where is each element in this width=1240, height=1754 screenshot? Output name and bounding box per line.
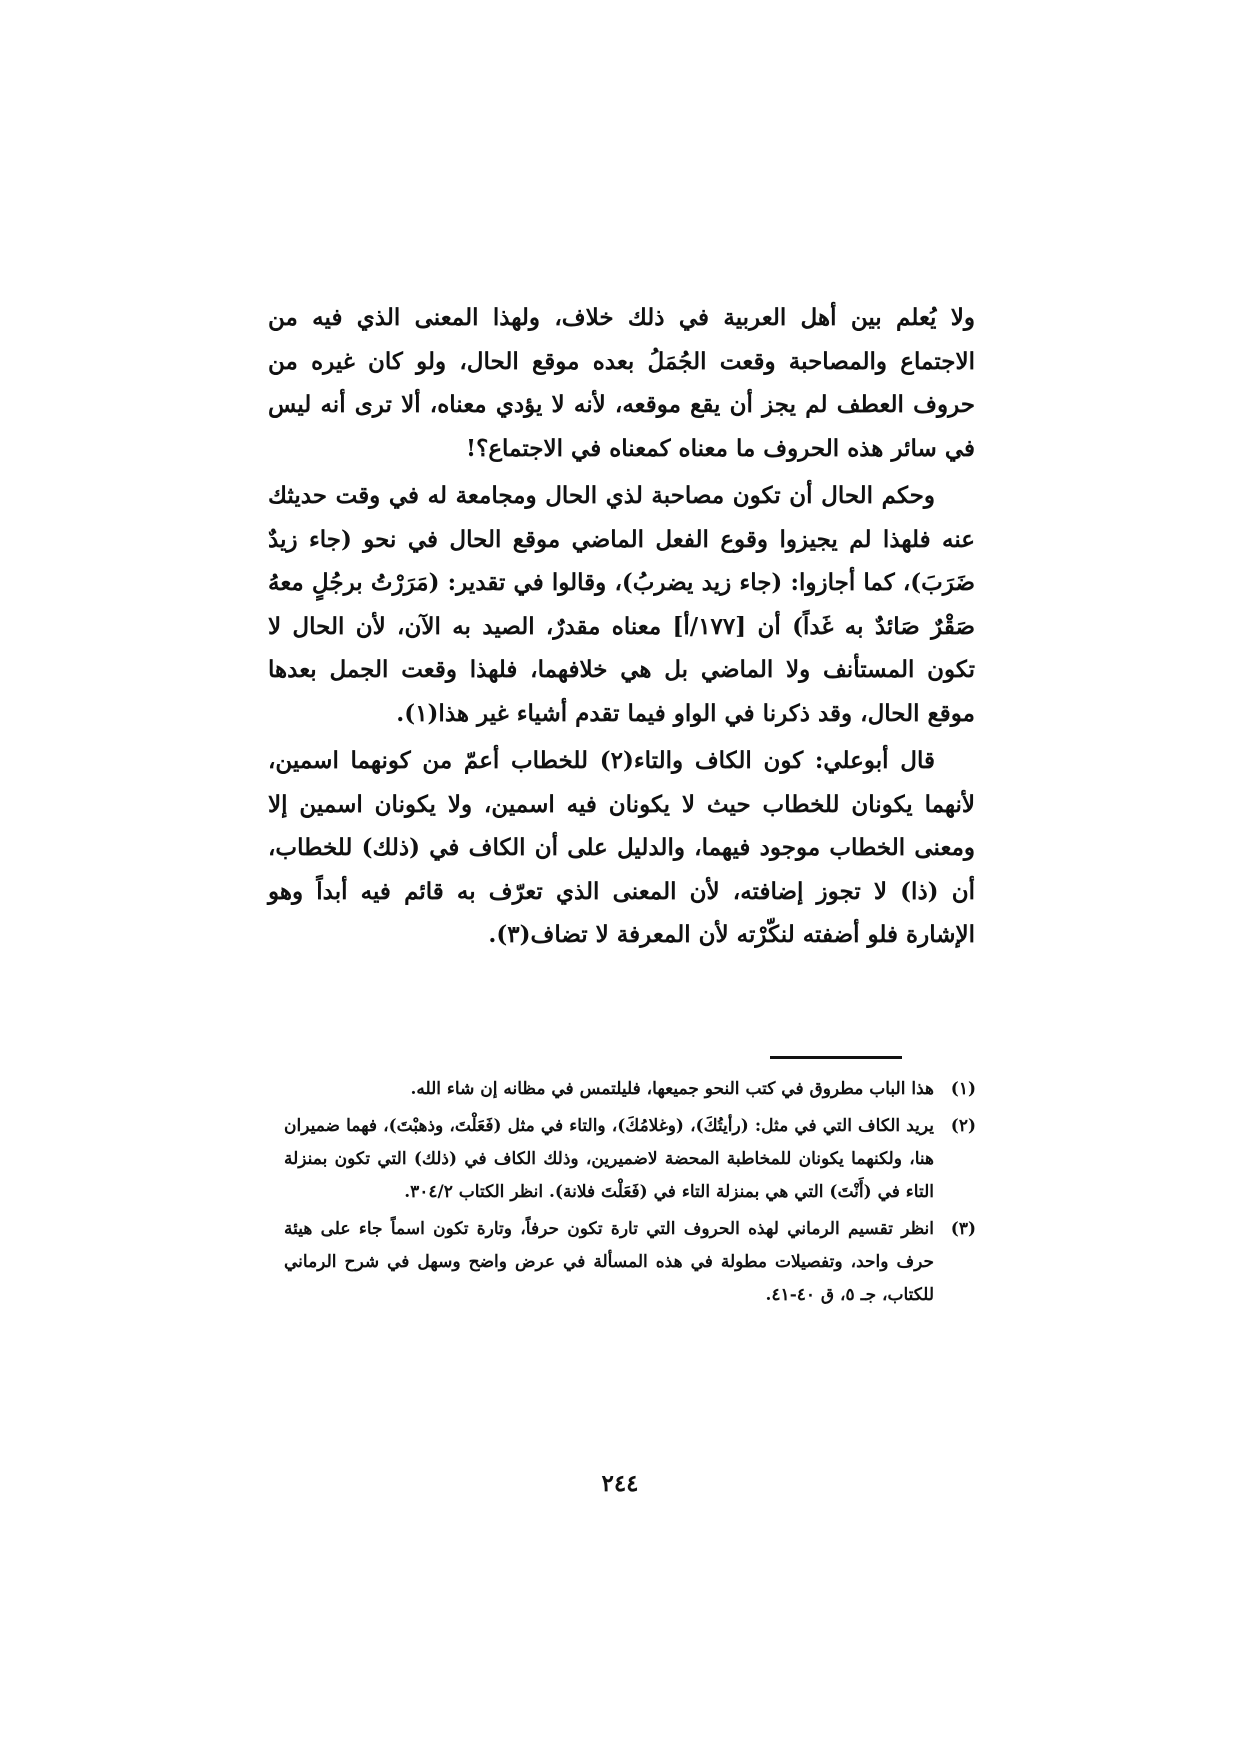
footnote: [284, 1073, 976, 1106]
paragraph: ولا يُعلم بين أهل العربية في ذلك خلاف، ولهذا المعنى الذي فيه من الاجتماع والمصاحبة وقعت الجُمَلُ بعده موقع الحال، ولو كان غيره من حروف العطف لم يجز أن يقع موقعه، لأنه لا يؤدي معناه، ألا ترى أنه ليس في سائر هذه الحروف ما معناه كمعناه في الاجتماع؟!: [268, 304, 975, 462]
footnote-text: هذا الباب مطروق في كتب النحو جميعها، فليلتمس في مظانه إن شاء الله.: [410, 1079, 934, 1099]
footnote-number: (٢): [950, 1116, 976, 1136]
main-text-block: [268, 296, 975, 957]
page-number: ٢٤٤: [601, 1470, 639, 1497]
footnote: [284, 1110, 976, 1209]
footnote-number: (١): [950, 1079, 976, 1099]
footnote-separator: [770, 1056, 902, 1059]
footnote-text: انظر تقسيم الرماني لهذه الحروف التي تارة تكون حرفاً، وتارة تكون اسماً جاء على هيئة حرف واحد، وتفصيلات مطولة في هذه المسألة في عرض واضح وسهل في شرح الرماني للكتاب، جـ ٥، ق ٤٠-٤١.: [284, 1219, 934, 1305]
footnote-number: (٣): [950, 1219, 976, 1239]
paragraph: وحكم الحال أن تكون مصاحبة لذي الحال ومجامعة له في وقت حديثك عنه فلهذا لم يجيزوا وقوع الفعل الماضي موقع الحال في نحو (جاء زيدٌ ضَرَبَ)، كما أجازوا: (جاء زيد يضربُ)، وقالوا في تقدير: (مَرَرْتُ برجُلٍ معهُ صَقْرٌ صَائدٌ به غَداً) أن [١٧٧/أ] معناه مقدرٌ، الصيد به الآن، لأن الحال لا تكون المستأنف ولا الماضي بل هي خلافهما، فلهذا وقعت الجمل بعدها موقع الحال، وقد ذكرنا في الواو فيما تقدم أشياء غير هذا(١).: [268, 482, 976, 727]
footnote-text: يريد الكاف التي في مثل: (رأيتُكَ)، (وغلامُكَ)، والتاء في مثل (فَعَلْتَ، وذهبْتَ)، فهما ضميران هنا، ولكنهما يكونان للمخاطبة المحضة لاضميرين، وذلك الكاف في (ذلك) التي تكون بمنزلة التاء في (أَنْتَ) التي هي بمنزلة التاء في (فَعَلْتَ فلانة). انظر الكتاب ٣٠٤/٢.: [284, 1116, 934, 1202]
footnotes-section: [284, 1073, 976, 1316]
paragraph: قال أبوعلي: كون الكاف والتاء(٢) للخطاب أعمّ من كونهما اسمين، لأنهما يكونان للخطاب حيث لا يكونان فيه اسمين، ولا يكونان اسمين إلا ومعنى الخطاب موجود فيهما، والدليل على أن الكاف في (ذلك) للخطاب، أن (ذا) لا تجوز إضافته، لأن المعنى الذي تعرّف به قائم فيه أبداً وهو الإشارة فلو أضفته لنكّرْته لأن المعرفة لا تضاف(٣).: [268, 747, 975, 948]
footnote: [284, 1213, 976, 1312]
